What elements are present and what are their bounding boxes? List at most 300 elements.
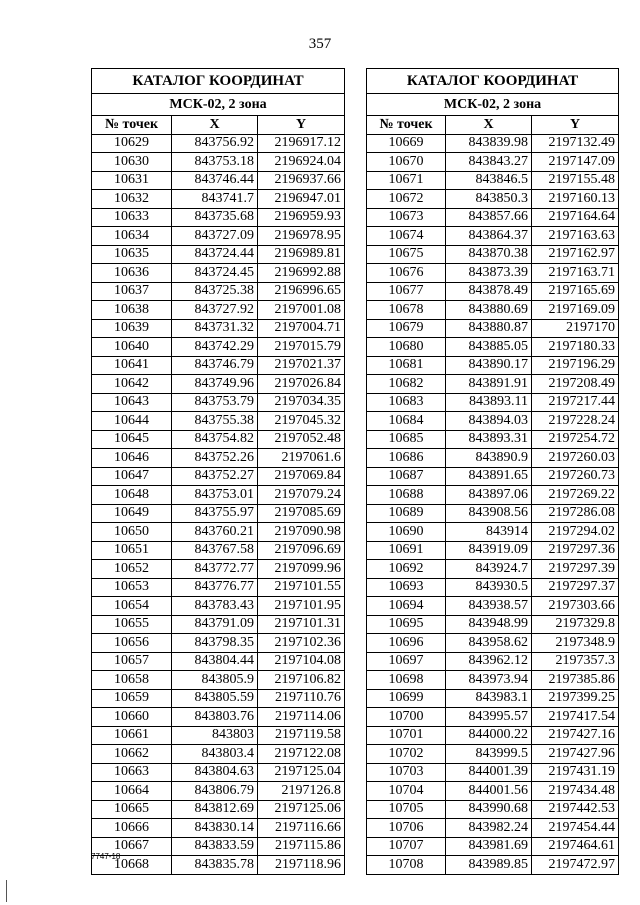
point-number-cell: 10676: [367, 264, 446, 283]
point-number-cell: 10641: [92, 356, 172, 375]
x-coordinate-cell: 843752.26: [172, 449, 258, 468]
table-row: [92, 504, 345, 523]
table-row: [367, 486, 619, 505]
point-number-cell: 10702: [367, 745, 446, 764]
point-number-cell: 10630: [92, 153, 172, 172]
x-coordinate-cell: 843878.49: [446, 282, 532, 301]
y-coordinate-cell: 2197303.66: [532, 597, 619, 616]
table-row: [367, 671, 619, 690]
table-row: [367, 227, 619, 246]
x-coordinate-cell: 843924.7: [446, 560, 532, 579]
point-number-cell: 10700: [367, 708, 446, 727]
table-row: [92, 467, 345, 486]
table-row: [92, 708, 345, 727]
point-number-cell: 10708: [367, 856, 446, 875]
table-body: [92, 134, 345, 874]
table-row: [92, 227, 345, 246]
y-coordinate-cell: 2197180.33: [532, 338, 619, 357]
x-coordinate-cell: 843812.69: [172, 800, 258, 819]
table-row: [92, 412, 345, 431]
point-number-cell: 10679: [367, 319, 446, 338]
x-coordinate-cell: 843804.44: [172, 652, 258, 671]
x-coordinate-cell: 843754.82: [172, 430, 258, 449]
point-number-cell: 10655: [92, 615, 172, 634]
table-row: [367, 282, 619, 301]
point-number-cell: 10670: [367, 153, 446, 172]
point-number-cell: 10683: [367, 393, 446, 412]
column-header-x: X: [172, 116, 258, 135]
point-number-cell: 10668: [92, 856, 172, 875]
coordinate-catalog-table: [366, 68, 619, 875]
point-number-cell: 10646: [92, 449, 172, 468]
point-number-cell: 10707: [367, 837, 446, 856]
y-coordinate-cell: 2197015.79: [258, 338, 345, 357]
y-coordinate-cell: 2197286.08: [532, 504, 619, 523]
x-coordinate-cell: 843850.3: [446, 190, 532, 209]
y-coordinate-cell: 2197026.84: [258, 375, 345, 394]
point-number-cell: 10652: [92, 560, 172, 579]
y-coordinate-cell: 2196992.88: [258, 264, 345, 283]
x-coordinate-cell: 843724.45: [172, 264, 258, 283]
x-coordinate-cell: 844000.22: [446, 726, 532, 745]
table-row: [367, 375, 619, 394]
y-coordinate-cell: 2197163.63: [532, 227, 619, 246]
x-coordinate-cell: 843981.69: [446, 837, 532, 856]
point-number-cell: 10629: [92, 134, 172, 153]
point-number-cell: 10647: [92, 467, 172, 486]
column-header-y: Y: [532, 116, 619, 135]
y-coordinate-cell: 2197099.96: [258, 560, 345, 579]
x-coordinate-cell: 843990.68: [446, 800, 532, 819]
x-coordinate-cell: 843973.94: [446, 671, 532, 690]
table-row: [367, 800, 619, 819]
y-coordinate-cell: 2197118.96: [258, 856, 345, 875]
table-row: [92, 190, 345, 209]
y-coordinate-cell: 2197164.64: [532, 208, 619, 227]
x-coordinate-cell: 843833.59: [172, 837, 258, 856]
page-number: 357: [308, 36, 332, 52]
point-number-cell: 10649: [92, 504, 172, 523]
point-number-cell: 10643: [92, 393, 172, 412]
table-row: [367, 208, 619, 227]
x-coordinate-cell: 843798.35: [172, 634, 258, 653]
x-coordinate-cell: 843772.77: [172, 560, 258, 579]
table-row: [92, 245, 345, 264]
table-row: [92, 301, 345, 320]
point-number-cell: 10680: [367, 338, 446, 357]
table-row: [92, 375, 345, 394]
x-coordinate-cell: 843805.59: [172, 689, 258, 708]
y-coordinate-cell: 2197196.29: [532, 356, 619, 375]
x-coordinate-cell: 843983.1: [446, 689, 532, 708]
y-coordinate-cell: 2197122.08: [258, 745, 345, 764]
point-number-cell: 10693: [367, 578, 446, 597]
table-row: [92, 208, 345, 227]
table-row: [367, 837, 619, 856]
y-coordinate-cell: 2197260.03: [532, 449, 619, 468]
point-number-cell: 10644: [92, 412, 172, 431]
y-coordinate-cell: 2196917.12: [258, 134, 345, 153]
point-number-cell: 10671: [367, 171, 446, 190]
point-number-cell: 10686: [367, 449, 446, 468]
table-row: [92, 153, 345, 172]
y-coordinate-cell: 2197165.69: [532, 282, 619, 301]
table-row: [367, 578, 619, 597]
x-coordinate-cell: 843891.91: [446, 375, 532, 394]
table-row: [367, 153, 619, 172]
x-coordinate-cell: 843753.18: [172, 153, 258, 172]
table-row: [92, 338, 345, 357]
x-coordinate-cell: 843756.92: [172, 134, 258, 153]
table-row: [92, 430, 345, 449]
x-coordinate-cell: 843749.96: [172, 375, 258, 394]
x-coordinate-cell: 843880.69: [446, 301, 532, 320]
x-coordinate-cell: 843746.44: [172, 171, 258, 190]
y-coordinate-cell: 2197297.37: [532, 578, 619, 597]
x-coordinate-cell: 843843.27: [446, 153, 532, 172]
table-row: [92, 449, 345, 468]
x-coordinate-cell: 843938.57: [446, 597, 532, 616]
table-row: [367, 393, 619, 412]
table-row: [367, 430, 619, 449]
table-body: [367, 134, 619, 874]
y-coordinate-cell: 2197116.66: [258, 819, 345, 838]
x-coordinate-cell: 843914: [446, 523, 532, 542]
y-coordinate-cell: 2197294.02: [532, 523, 619, 542]
point-number-cell: 10648: [92, 486, 172, 505]
table-row: [92, 763, 345, 782]
y-coordinate-cell: 2197125.04: [258, 763, 345, 782]
table-row: [92, 671, 345, 690]
point-number-cell: 10632: [92, 190, 172, 209]
x-coordinate-cell: 843767.58: [172, 541, 258, 560]
y-coordinate-cell: 2197090.98: [258, 523, 345, 542]
table-row: [367, 745, 619, 764]
point-number-cell: 10689: [367, 504, 446, 523]
table-row: [92, 393, 345, 412]
point-number-cell: 10681: [367, 356, 446, 375]
x-coordinate-cell: 843958.62: [446, 634, 532, 653]
point-number-cell: 10678: [367, 301, 446, 320]
x-coordinate-cell: 843731.32: [172, 319, 258, 338]
table-row: [92, 745, 345, 764]
point-number-cell: 10660: [92, 708, 172, 727]
x-coordinate-cell: 843753.79: [172, 393, 258, 412]
y-coordinate-cell: 2196924.04: [258, 153, 345, 172]
y-coordinate-cell: 2197125.06: [258, 800, 345, 819]
x-coordinate-cell: 843804.63: [172, 763, 258, 782]
x-coordinate-cell: 843727.09: [172, 227, 258, 246]
y-coordinate-cell: 2197208.49: [532, 375, 619, 394]
x-coordinate-cell: 843755.97: [172, 504, 258, 523]
point-number-cell: 10658: [92, 671, 172, 690]
y-coordinate-cell: 2197427.96: [532, 745, 619, 764]
table-row: [367, 652, 619, 671]
y-coordinate-cell: 2197101.31: [258, 615, 345, 634]
point-number-cell: 10706: [367, 819, 446, 838]
table-row: [367, 541, 619, 560]
x-coordinate-cell: 843890.17: [446, 356, 532, 375]
table-row: [367, 467, 619, 486]
y-coordinate-cell: 2197160.13: [532, 190, 619, 209]
table-row: [367, 301, 619, 320]
point-number-cell: 10692: [367, 560, 446, 579]
x-coordinate-cell: 843982.24: [446, 819, 532, 838]
point-number-cell: 10696: [367, 634, 446, 653]
table-row: [92, 541, 345, 560]
x-coordinate-cell: 843846.5: [446, 171, 532, 190]
y-coordinate-cell: 2197472.97: [532, 856, 619, 875]
y-coordinate-cell: 2196959.93: [258, 208, 345, 227]
table-row: [367, 782, 619, 801]
y-coordinate-cell: 2197162.97: [532, 245, 619, 264]
y-coordinate-cell: 2197228.24: [532, 412, 619, 431]
table-row: [92, 319, 345, 338]
x-coordinate-cell: 843753.01: [172, 486, 258, 505]
x-coordinate-cell: 843908.56: [446, 504, 532, 523]
document-code: 7747-18: [91, 852, 121, 861]
column-header-point-number: № точек: [92, 116, 172, 135]
x-coordinate-cell: 843930.5: [446, 578, 532, 597]
y-coordinate-cell: 2197096.69: [258, 541, 345, 560]
table-row: [92, 578, 345, 597]
table-row: [367, 319, 619, 338]
y-coordinate-cell: 2197254.72: [532, 430, 619, 449]
point-number-cell: 10677: [367, 282, 446, 301]
point-number-cell: 10659: [92, 689, 172, 708]
table-row: [92, 837, 345, 856]
x-coordinate-cell: 843803.4: [172, 745, 258, 764]
table-row: [92, 782, 345, 801]
y-coordinate-cell: 2197132.49: [532, 134, 619, 153]
y-coordinate-cell: 2197110.76: [258, 689, 345, 708]
x-coordinate-cell: 843880.87: [446, 319, 532, 338]
y-coordinate-cell: 2197454.44: [532, 819, 619, 838]
y-coordinate-cell: 2197115.86: [258, 837, 345, 856]
x-coordinate-cell: 843893.31: [446, 430, 532, 449]
table-row: [367, 597, 619, 616]
table-row: [92, 282, 345, 301]
catalog-subtitle: МСК-02, 2 зона: [367, 94, 619, 116]
y-coordinate-cell: 2197079.24: [258, 486, 345, 505]
x-coordinate-cell: 843885.05: [446, 338, 532, 357]
y-coordinate-cell: 2196989.81: [258, 245, 345, 264]
x-coordinate-cell: 844001.56: [446, 782, 532, 801]
y-coordinate-cell: 2197155.48: [532, 171, 619, 190]
table-row: [92, 615, 345, 634]
point-number-cell: 10674: [367, 227, 446, 246]
y-coordinate-cell: 2197348.9: [532, 634, 619, 653]
x-coordinate-cell: 843803: [172, 726, 258, 745]
table-row: [367, 504, 619, 523]
table-row: [367, 560, 619, 579]
x-coordinate-cell: 843830.14: [172, 819, 258, 838]
point-number-cell: 10699: [367, 689, 446, 708]
table-row: [367, 819, 619, 838]
table-row: [92, 264, 345, 283]
x-coordinate-cell: 843803.76: [172, 708, 258, 727]
y-coordinate-cell: 2197399.25: [532, 689, 619, 708]
point-number-cell: 10631: [92, 171, 172, 190]
x-coordinate-cell: 843857.66: [446, 208, 532, 227]
y-coordinate-cell: 2197170: [532, 319, 619, 338]
x-coordinate-cell: 843870.38: [446, 245, 532, 264]
point-number-cell: 10665: [92, 800, 172, 819]
table-row: [367, 523, 619, 542]
x-coordinate-cell: 843727.92: [172, 301, 258, 320]
table-row: [92, 134, 345, 153]
point-number-cell: 10663: [92, 763, 172, 782]
table-row: [367, 726, 619, 745]
point-number-cell: 10697: [367, 652, 446, 671]
y-coordinate-cell: 2197427.16: [532, 726, 619, 745]
y-coordinate-cell: 2197417.54: [532, 708, 619, 727]
y-coordinate-cell: 2197126.8: [258, 782, 345, 801]
x-coordinate-cell: 843741.7: [172, 190, 258, 209]
table-row: [367, 171, 619, 190]
x-coordinate-cell: 843735.68: [172, 208, 258, 227]
table-row: [367, 338, 619, 357]
table-row: [367, 412, 619, 431]
x-coordinate-cell: 843873.39: [446, 264, 532, 283]
y-coordinate-cell: 2197085.69: [258, 504, 345, 523]
y-coordinate-cell: 2197442.53: [532, 800, 619, 819]
point-number-cell: 10637: [92, 282, 172, 301]
y-coordinate-cell: 2197101.95: [258, 597, 345, 616]
x-coordinate-cell: 843948.99: [446, 615, 532, 634]
y-coordinate-cell: 2197297.36: [532, 541, 619, 560]
y-coordinate-cell: 2197431.19: [532, 763, 619, 782]
y-coordinate-cell: 2197434.48: [532, 782, 619, 801]
x-coordinate-cell: 843893.11: [446, 393, 532, 412]
point-number-cell: 10639: [92, 319, 172, 338]
y-coordinate-cell: 2197104.08: [258, 652, 345, 671]
x-coordinate-cell: 843894.03: [446, 412, 532, 431]
catalog-subtitle: МСК-02, 2 зона: [92, 94, 345, 116]
table-row: [92, 597, 345, 616]
point-number-cell: 10688: [367, 486, 446, 505]
x-coordinate-cell: 843791.09: [172, 615, 258, 634]
x-coordinate-cell: 843805.9: [172, 671, 258, 690]
x-coordinate-cell: 843724.44: [172, 245, 258, 264]
x-coordinate-cell: 843891.65: [446, 467, 532, 486]
y-coordinate-cell: 2197119.58: [258, 726, 345, 745]
x-coordinate-cell: 843839.98: [446, 134, 532, 153]
y-coordinate-cell: 2197101.55: [258, 578, 345, 597]
point-number-cell: 10698: [367, 671, 446, 690]
x-coordinate-cell: 843999.5: [446, 745, 532, 764]
y-coordinate-cell: 2197464.61: [532, 837, 619, 856]
column-header-y: Y: [258, 116, 345, 135]
point-number-cell: 10664: [92, 782, 172, 801]
x-coordinate-cell: 843755.38: [172, 412, 258, 431]
x-coordinate-cell: 843746.79: [172, 356, 258, 375]
point-number-cell: 10684: [367, 412, 446, 431]
table-row: [367, 264, 619, 283]
point-number-cell: 10634: [92, 227, 172, 246]
point-number-cell: 10633: [92, 208, 172, 227]
x-coordinate-cell: 843962.12: [446, 652, 532, 671]
point-number-cell: 10705: [367, 800, 446, 819]
x-coordinate-cell: 843897.06: [446, 486, 532, 505]
table-row: [92, 819, 345, 838]
x-coordinate-cell: 843835.78: [172, 856, 258, 875]
x-coordinate-cell: 844001.39: [446, 763, 532, 782]
point-number-cell: 10667: [92, 837, 172, 856]
x-coordinate-cell: 843760.21: [172, 523, 258, 542]
column-header-point-number: № точек: [367, 116, 446, 135]
x-coordinate-cell: 843742.29: [172, 338, 258, 357]
point-number-cell: 10675: [367, 245, 446, 264]
y-coordinate-cell: 2197069.84: [258, 467, 345, 486]
point-number-cell: 10666: [92, 819, 172, 838]
y-coordinate-cell: 2197260.73: [532, 467, 619, 486]
scan-edge-line: [6, 880, 7, 902]
y-coordinate-cell: 2197052.48: [258, 430, 345, 449]
point-number-cell: 10673: [367, 208, 446, 227]
point-number-cell: 10701: [367, 726, 446, 745]
point-number-cell: 10638: [92, 301, 172, 320]
point-number-cell: 10661: [92, 726, 172, 745]
y-coordinate-cell: 2196947.01: [258, 190, 345, 209]
point-number-cell: 10635: [92, 245, 172, 264]
table-row: [92, 486, 345, 505]
catalog-title: КАТАЛОГ КООРДИНАТ: [92, 69, 345, 94]
x-coordinate-cell: 843989.85: [446, 856, 532, 875]
point-number-cell: 10636: [92, 264, 172, 283]
y-coordinate-cell: 2197102.36: [258, 634, 345, 653]
y-coordinate-cell: 2197021.37: [258, 356, 345, 375]
table-row: [92, 652, 345, 671]
table-row: [367, 856, 619, 875]
point-number-cell: 10657: [92, 652, 172, 671]
point-number-cell: 10669: [367, 134, 446, 153]
table-row: [92, 523, 345, 542]
point-number-cell: 10645: [92, 430, 172, 449]
table-row: [367, 134, 619, 153]
point-number-cell: 10703: [367, 763, 446, 782]
y-coordinate-cell: 2197061.6: [258, 449, 345, 468]
y-coordinate-cell: 2196978.95: [258, 227, 345, 246]
table-row: [367, 356, 619, 375]
y-coordinate-cell: 2197045.32: [258, 412, 345, 431]
table-row: [92, 856, 345, 875]
x-coordinate-cell: 843752.27: [172, 467, 258, 486]
point-number-cell: 10691: [367, 541, 446, 560]
y-coordinate-cell: 2197329.8: [532, 615, 619, 634]
y-coordinate-cell: 2197004.71: [258, 319, 345, 338]
x-coordinate-cell: 843806.79: [172, 782, 258, 801]
point-number-cell: 10653: [92, 578, 172, 597]
catalog-title: КАТАЛОГ КООРДИНАТ: [367, 69, 619, 94]
point-number-cell: 10642: [92, 375, 172, 394]
y-coordinate-cell: 2196937.66: [258, 171, 345, 190]
y-coordinate-cell: 2197163.71: [532, 264, 619, 283]
point-number-cell: 10640: [92, 338, 172, 357]
y-coordinate-cell: 2197001.08: [258, 301, 345, 320]
table-row: [92, 726, 345, 745]
y-coordinate-cell: 2197217.44: [532, 393, 619, 412]
x-coordinate-cell: 843995.57: [446, 708, 532, 727]
table-row: [92, 689, 345, 708]
x-coordinate-cell: 843864.37: [446, 227, 532, 246]
y-coordinate-cell: 2197385.86: [532, 671, 619, 690]
point-number-cell: 10687: [367, 467, 446, 486]
coordinate-catalog-table: [91, 68, 345, 875]
point-number-cell: 10651: [92, 541, 172, 560]
y-coordinate-cell: 2197114.06: [258, 708, 345, 727]
table-row: [367, 449, 619, 468]
